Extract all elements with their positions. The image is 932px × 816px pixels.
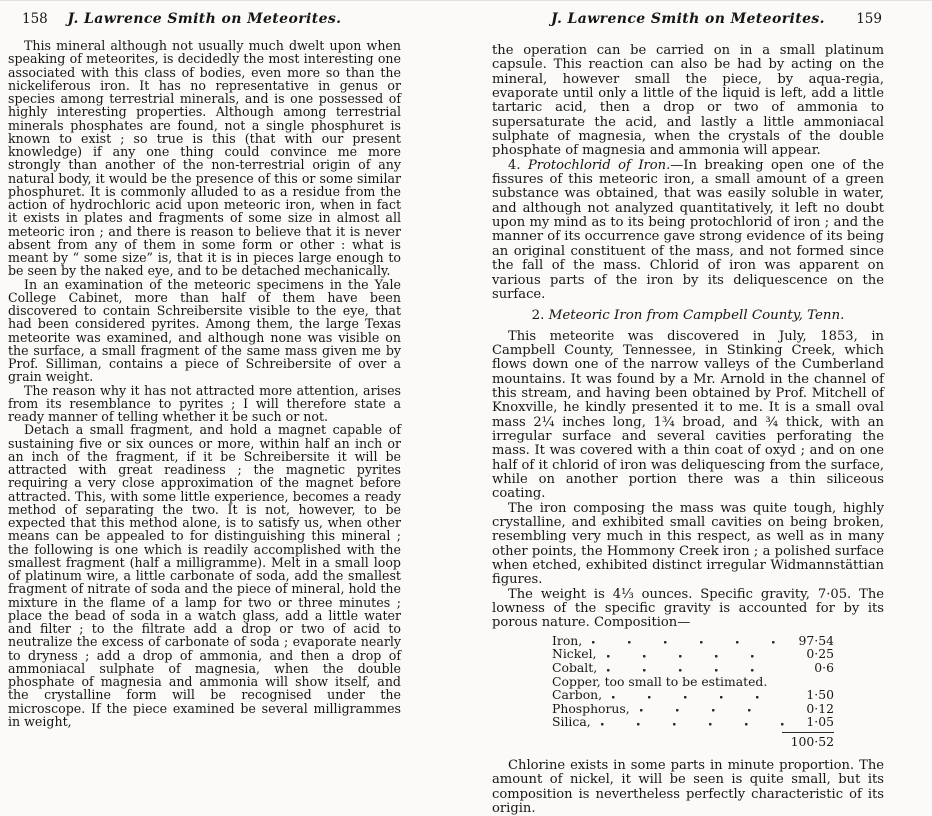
element-value: 1·05 xyxy=(806,714,834,730)
continuation-paragraph: the operation can be carried on in a small platinum capsule. This reaction can also be had by acting on the mineral, however small the piece, by aqua-regia, evaporate until only a little of the liquid is left, add a little tartaric acid, then a drop or two of ammonia to supersaturate the acid, and lastly a little ammoniacal sulphate of magnesia, when the crystals of the double phosphate of magnesia and ammonia will appear. xyxy=(492,43,884,159)
table-total-row xyxy=(552,732,834,749)
element-label: Cobalt, xyxy=(552,659,598,675)
paragraph: In an examination of the meteoric specimens in the Yale College Cabinet, more than half of them have been discovered to contain Schreibersite visible to the eye, that had been considered pyrites. Among them, the large Texas meteorite was examined, and although none was visible on the surface, a small fragment of the same mass given me by Prof. Silliman, contains a piece of Schreibersite of over a grain weight. xyxy=(8,276,401,385)
table-row xyxy=(552,715,834,729)
paragraph: The reason why it has not attracted more attention, arises from its resemblance to pyrites ; I will therefore state a ready manner of telling whether it be such or not. xyxy=(8,382,401,424)
running-title: J. Lawrence Smith on Meteorites. xyxy=(551,11,825,27)
dot-leader xyxy=(636,703,784,712)
page-number: 158 xyxy=(22,11,48,27)
paragraph: The weight is 4⅓ ounces. Specific gravity, 7·05. The lowness of the specific gravity is accounted for by its porous nature. Composition— xyxy=(492,586,884,631)
table-row xyxy=(552,634,834,648)
section-2-heading xyxy=(492,309,884,323)
section-title: Protochlorid of Iron. xyxy=(527,157,671,173)
element-label: Copper, too small to be estimated. xyxy=(552,673,768,689)
section-4-paragraph xyxy=(492,159,884,302)
right-text-column xyxy=(492,44,884,816)
left-page-header xyxy=(8,11,401,29)
section-number: 2. xyxy=(531,308,549,324)
dot-leader xyxy=(597,717,784,726)
table-row xyxy=(552,702,834,716)
table-row xyxy=(552,688,834,702)
table-row xyxy=(552,661,834,675)
left-text-column xyxy=(8,39,401,728)
element-value: 0·12 xyxy=(806,700,834,716)
section-number: 4. xyxy=(508,157,528,173)
section-title: Meteoric Iron from Campbell County, Tenn. xyxy=(548,308,845,324)
element-value: 1·50 xyxy=(806,687,834,703)
element-label: Silica, xyxy=(552,714,591,730)
paragraph: This mineral although not usually much dwelt upon when speaking of meteorites, is decidedly the most interesting one associated with this class of bodies, even more so than the nickeliferous iron. It has no representative in genus or species among terrestrial minerals, and is one possessed of highly interesting properties. Although among terrestrial minerals phosphates are found, not a single phosphuret is known to exist ; so true is this (that with our present knowledge) if any one thing could convince me more strongly than another of the non-terrestrial origin of any natural body, it would be the presence of this or some similar phosphuret. It is commonly alluded to as a residue from the action of hydrochloric acid upon meteoric iron, when in fact it exists in plates and fragments of some size in almost all meteoric iron ; and there is reason to believe that it is never absent from any of them in some form or other : what is meant by “ some size” is, that it is in pieces large enough to be seen by the naked eye, and to be detached mechanically. xyxy=(8,38,401,279)
total-value: 100·52 xyxy=(782,732,834,749)
right-page-header xyxy=(492,11,884,29)
table-row xyxy=(552,647,834,661)
page-number: 159 xyxy=(856,11,882,27)
element-value: 0·6 xyxy=(814,659,834,675)
element-label: Iron, xyxy=(552,632,583,648)
table-row xyxy=(552,675,834,689)
dot-leader xyxy=(603,663,784,672)
element-label: Phosphorus, xyxy=(552,700,630,716)
page-159 xyxy=(466,1,932,816)
element-value: 0·25 xyxy=(806,646,834,662)
section-body: —In breaking open one of the fissures of this meteoric iron, a small amount of a green substance was obtained, that was easily soluble in water, and although not analyzed quantitatively, it left no doubt upon my mind as to its being protochlorid of iron ; and the manner of its occurrence gave strong evidence of its being an original constituent of the mass, and not formed since the fall of the mass. Chlorid of iron was apparent on various parts of the iron by its deliquescence on the surface. xyxy=(492,157,885,302)
running-title: J. Lawrence Smith on Meteorites. xyxy=(67,11,342,27)
element-value: 97·54 xyxy=(798,632,834,648)
dot-leader xyxy=(603,649,785,658)
paragraph: This meteorite was discovered in July, 1853, in Campbell County, Tennessee, in Stinking Creek, which flows down one of the narrow valleys of the Cumberland mountains. It was found by a Mr. Arnold in the channel of this stream, and having been obtained by Prof. Mitchell of Knoxville, he kindly presented it to me. It is a small oval mass 2¼ inches long, 1¾ broad, and ¾ thick, with an irregular surface and several cavities perforating the mass. It was covered with a thin coat of oxyd ; and on one half of it chlorid of iron was deliquescing from the surface, while on another portion there was a thin siliceous coating. xyxy=(492,328,884,502)
dot-leader xyxy=(608,690,784,699)
paragraph: Detach a small fragment, and hold a magnet capable of sustaining five or six ounces or more, within half an inch or an inch of the fragment, if it be Schreibersite it will be attracted with great readiness ; the magnetic pyrites requiring a very close approximation of the magnet before attracted. This, with some little experience, becomes a ready method of separating the two. It is not, however, to be expected that this method alone, is to satisfy us, when other means can be appealed to for distinguishing this mineral ; the following is one which is readily accomplished with the smallest fragment (half a milligramme). Melt in a small loop of platinum wire, a little carbonate of soda, add the smallest fragment of nitrate of soda and the piece of mineral, hold the mixture in the flame of a lamp for two or three minutes ; place the bead of soda in a watch glass, add a little water and filter ; to the filtrate add a drop or two of acid to neutralize the excess of carbonate of soda ; evaporate nearly to dryness ; add a drop of ammonia, and then a drop of ammoniacal sulphate of magnesia, when the double phosphate of magnesia and ammonia will show itself, and the crystalline form will be recognised under the microscope. If the piece examined be several milligrammes in weight, xyxy=(8,422,401,729)
dot-leader xyxy=(588,635,784,644)
closing-paragraph: Chlorine exists in some parts in minute proportion. The amount of nickel, it will be seen is quite small, but its composition is nevertheless perfectly characteristic of its origin. xyxy=(492,757,884,816)
page-158 xyxy=(0,1,466,753)
composition-table xyxy=(552,634,834,749)
element-label: Nickel, xyxy=(552,646,597,662)
paragraph: The iron composing the mass was quite tough, highly crystalline, and exhibited small cavities on being broken, resembling very much in this respect, as well as in many other points, the Hommony Creek iron ; a polished surface when etched, exhibited distinct irregular Widmannstättian figures. xyxy=(492,500,884,588)
element-label: Carbon, xyxy=(552,687,603,703)
